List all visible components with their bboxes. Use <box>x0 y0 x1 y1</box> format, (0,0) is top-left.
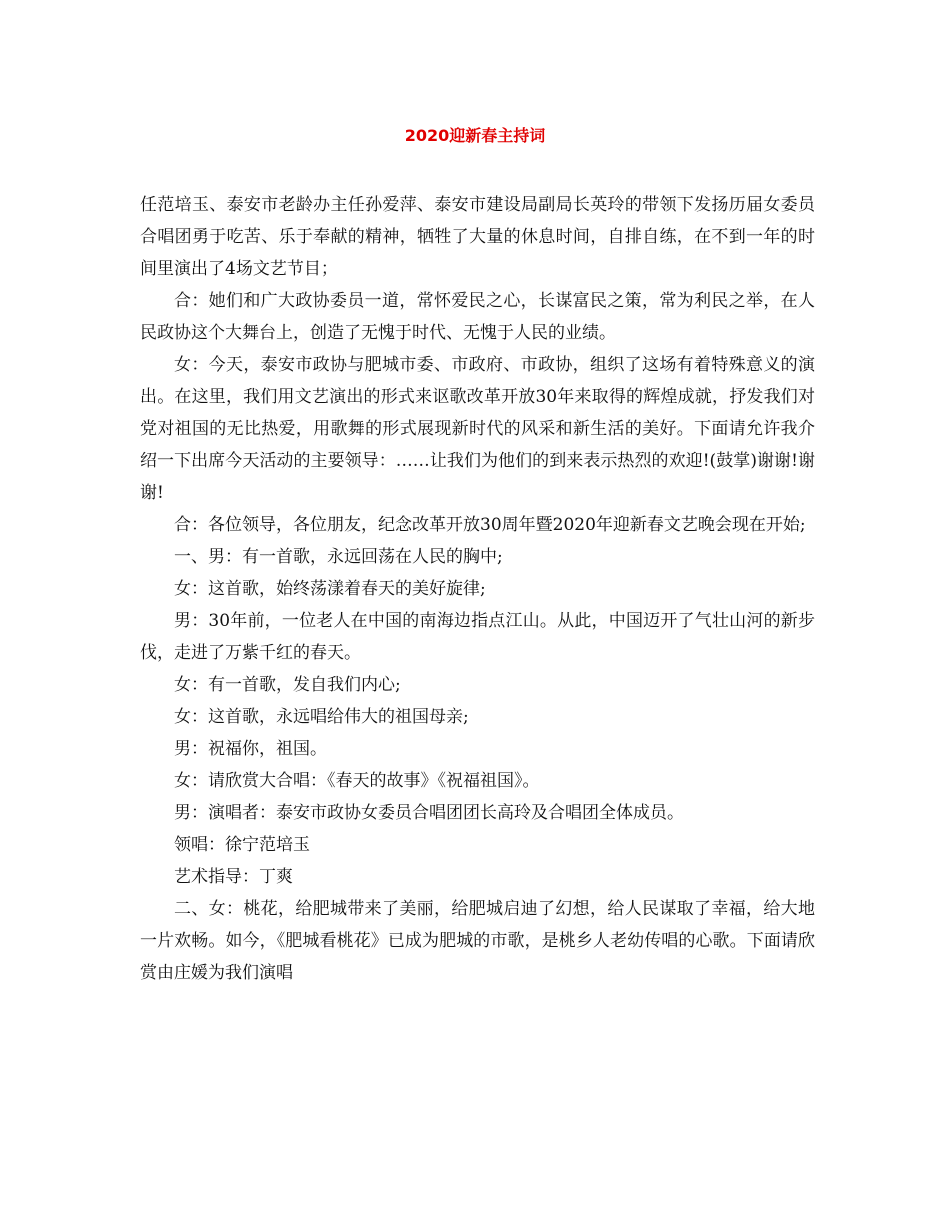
paragraph-act1-female-2: 女：有一首歌，发自我们内心; <box>174 675 401 695</box>
paragraph-act1-male-3: 男：祝福你，祖国。 <box>174 739 327 759</box>
paragraph-act1-female-3: 女：这首歌，永远唱给伟大的祖国母亲; <box>174 707 469 727</box>
paragraph-continuation: 任范培玉、泰安市老龄办主任孙爱萍、泰安市建设局副局长英玲的带领下发扬历届女委员合唱团勇于吃苦、乐于奉献的精神，牺牲了大量的休息时间，自排自练，在不到一年的时间里演出了4场文艺节目； <box>140 195 815 279</box>
paragraph-act2-female: 二、女：桃花，给肥城带来了美丽，给肥城启迪了幻想，给人民谋取了幸福，给大地一片欢畅。如今，《肥城看桃花》已成为肥城的市歌，是桃乡人老幼传唱的心歌。下面请欣赏由庄媛为我们演唱 <box>140 899 815 983</box>
paragraph-act1-male-2: 男：30年前，一位老人在中国的南海边指点江山。从此，中国迈开了气壮山河的新步伐，走进了万紫千红的春天。 <box>140 611 815 663</box>
paragraph-chorus-1: 合：她们和广大政协委员一道，常怀爱民之心，长谋富民之策，常为利民之举，在人民政协这个大舞台上，创造了无愧于时代、无愧于人民的业绩。 <box>140 291 815 343</box>
paragraph-act1-female-4: 女：请欣赏大合唱：《春天的故事》《祝福祖国》。 <box>174 771 540 791</box>
paragraph-art-director: 艺术指导：丁爽 <box>174 867 293 887</box>
paragraph-act1-female-1: 女：这首歌，始终荡漾着春天的美好旋律; <box>174 579 486 599</box>
paragraph-lead-singer: 领唱：徐宁范培玉 <box>174 835 310 855</box>
document-body <box>140 189 815 989</box>
paragraph-act1-male-1: 一、男：有一首歌，永远回荡在人民的胸中; <box>174 547 503 567</box>
paragraph-female-intro: 女：今天，泰安市政协与肥城市委、市政府、市政协，组织了这场有着特殊意义的演出。在这里，我们用文艺演出的形式来讴歌改革开放30年来取得的辉煌成就，抒发我们对党对祖国的无比热爱，用歌舞的形式展现新时代的风采和新生活的美好。下面请允许我介绍一下出席今天活动的主要领导：……让我们为他们的到来表示热烈的欢迎!(鼓掌)谢谢!谢谢! <box>140 355 815 503</box>
document-title: 2020迎新春主持词 <box>404 126 546 145</box>
paragraph-act1-male-4: 男：演唱者：泰安市政协女委员合唱团团长高玲及合唱团全体成员。 <box>174 803 684 823</box>
paragraph-chorus-opening: 合：各位领导，各位朋友，纪念改革开放30周年暨2020年迎新春文艺晚会现在开始; <box>174 515 806 535</box>
